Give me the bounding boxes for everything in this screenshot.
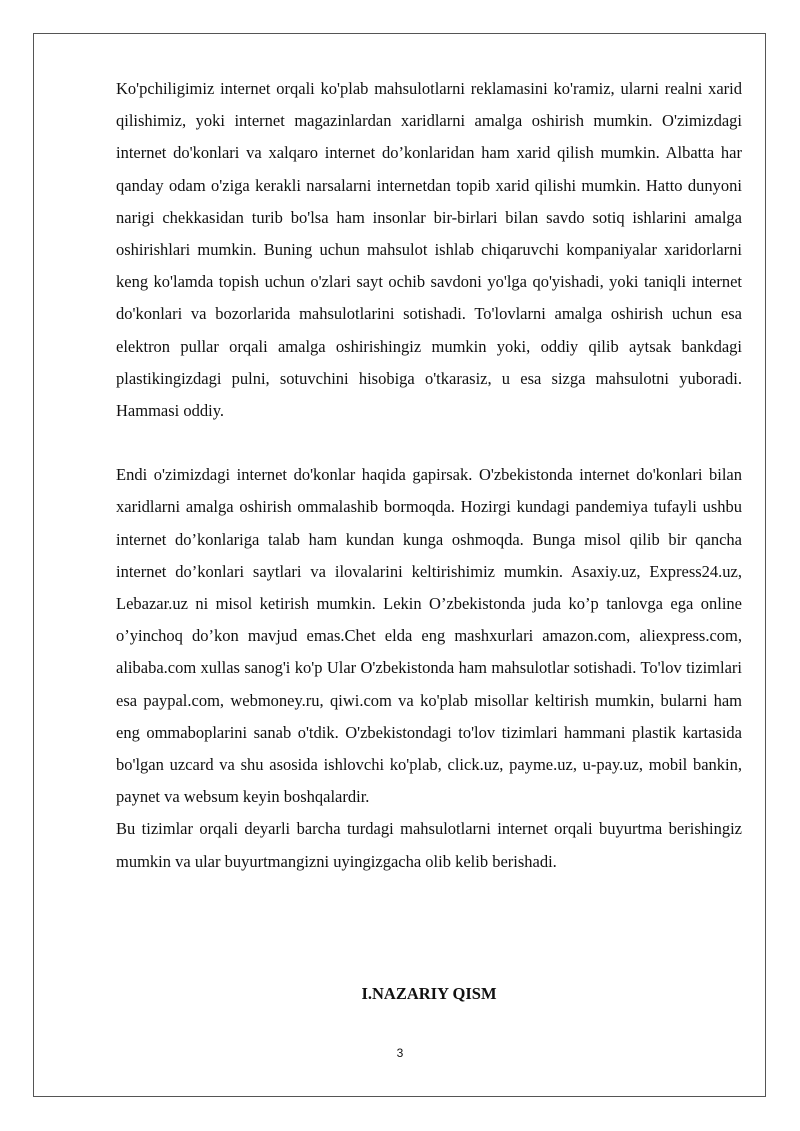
section-heading: I.NAZARIY QISM <box>361 984 497 1003</box>
page-number: 3 <box>396 1046 404 1060</box>
paragraph-local-stores: Endi o'zimizdagi internet do'konlar haqida gapirsak. O'zbekistonda internet do'konlari bilan xaridlarni amalga oshirish ommalashib bormoqda. Hozirgi kundagi pandemiya tufayli ushbu internet do’konlariga talab ham kundan kunga oshmoqda. Bunga misol qilib bir qancha internet do’konlari saytlari va ilovalarini keltirishimiz mumkin. Asaxiy.uz, Express24.uz, Lebazar.uz ni misol ketirish mumkin. Lekin O’zbekistonda juda ko’p tanlovga ega online o’yinchoq do’kon mavjud emas.Chet elda eng mashxurlari amazon.com, aliexpress.com, alibaba.com xullas sanog'i ko'p Ular O'zbekistonda ham mahsulotlar sotishadi. To'lov tizimlari esa paypal.com, webmoney.ru, qiwi.com va ko'plab misollar keltirish mumkin, bularni ham eng ommaboplarini sanab o'tdik. O'zbekistondagi to'lov tizimlari hammani plastik kartasida bo'lgan uzcard va shu asosida ishlovchi ko'plab, click.uz, payme.uz, u-pay.uz, mobil bankin, paynet va websum keyin boshqalardir. <box>116 465 742 807</box>
document-body <box>116 73 742 878</box>
paragraph-spacer <box>116 427 742 459</box>
paragraph-conclusion: Bu tizimlar orqali deyarli barcha turdagi mahsulotlarni internet orqali buyurtma berishingiz mumkin va ular buyurtmangizni uyingizgacha olib kelib berishadi. <box>116 819 742 871</box>
paragraph-intro: Ko'pchiligimiz internet orqali ko'plab mahsulotlarni reklamasini ko'ramiz, ularni realni xarid qilishimiz, yoki internet magazinlardan xaridlarni amalga oshirish mumkin. O'zimizdagi internet do'konlari va xalqaro internet do’konlaridan ham xarid qilish mumkin. Albatta har qanday odam o'ziga kerakli narsalarni internetdan topib xarid qilishi mumkin. Hatto dunyoni narigi chekkasidan turib bo'lsa ham insonlar bir-birlari bilan savdo sotiq ishlarini amalga oshirishlari mumkin. Buning uchun mahsulot ishlab chiqaruvchi kompaniyalar xaridorlarni keng ko'lamda topish uchun o'zlari sayt ochib savdoni yo'lga qo'yishadi, yoki taniqli internet do'konlari va bozorlarida mahsulotlarini sotishadi. To'lovlarni amalga oshirish uchun esa elektron pullar orqali amalga oshirishingiz mumkin yoki, oddiy qilib aytsak bankdagi plastikingizdagi pulni, sotuvchini hisobiga o'tkarasiz, u esa sizga mahsulotni yuboradi. Hammasi oddiy. <box>116 79 742 421</box>
